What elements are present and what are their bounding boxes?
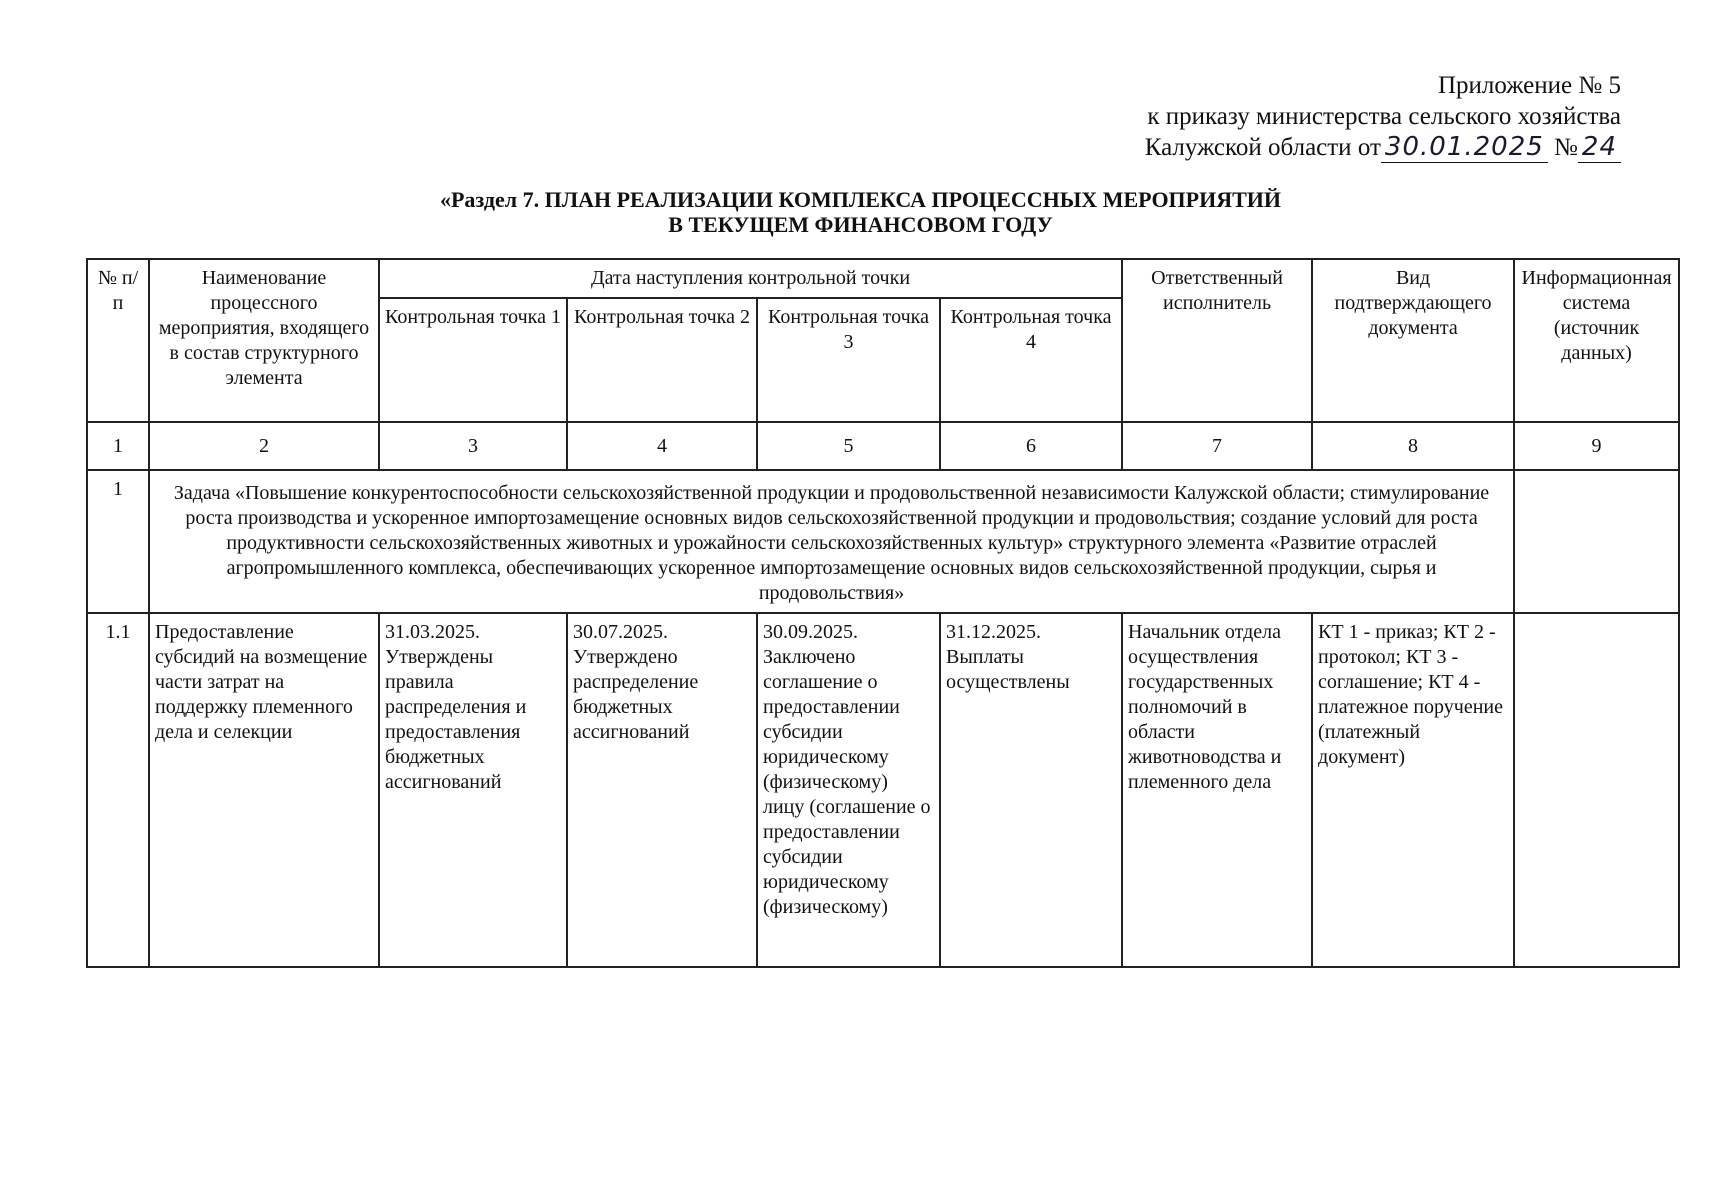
header-kt2: Контрольная точка 2 — [567, 298, 757, 422]
column-number: 7 — [1122, 422, 1312, 470]
column-number-row — [87, 422, 1679, 470]
column-number: 1 — [87, 422, 149, 470]
column-number: 2 — [149, 422, 379, 470]
order-date-line — [1145, 132, 1621, 163]
header-row-1 — [87, 259, 1679, 298]
section-title-line-1: «Раздел 7. ПЛАН РЕАЛИЗАЦИИ КОМПЛЕКСА ПРОЦЕССНЫХ МЕРОПРИЯТИЙ — [439, 187, 1282, 212]
column-number: 5 — [757, 422, 940, 470]
task-row — [87, 470, 1679, 613]
row-kt1: 31.03.2025. Утверждены правила распределения и предоставления бюджетных ассигнований — [379, 613, 567, 967]
section-title-line-2: В ТЕКУЩЕМ ФИНАНСОВОМ ГОДУ — [668, 212, 1053, 237]
table-row — [87, 613, 1679, 967]
task-row-empty-cell — [1514, 470, 1679, 613]
column-number: 3 — [379, 422, 567, 470]
row-kt2: 30.07.2025. Утверждено распределение бюджетных ассигнований — [567, 613, 757, 967]
row-info-system — [1514, 613, 1679, 967]
task-row-num: 1 — [87, 470, 149, 613]
header-date-group: Дата наступления контрольной точки — [379, 259, 1122, 298]
appendix-header — [1145, 70, 1621, 163]
header-kt4: Контрольная точка 4 — [940, 298, 1122, 422]
header-responsible: Ответственный исполнитель — [1122, 259, 1312, 422]
order-reference: к приказу министерства сельского хозяйства — [1147, 103, 1621, 130]
row-kt3: 30.09.2025. Заключено соглашение о предоставлении субсидии юридическому (физическому) лицу (соглашение о предоставлении субсидии юридическому (физическому) — [757, 613, 940, 967]
header-num: № п/п — [87, 259, 149, 422]
column-number: 4 — [567, 422, 757, 470]
implementation-plan-table — [86, 258, 1680, 968]
appendix-number: Приложение № 5 — [1437, 72, 1621, 99]
row-responsible: Начальник отдела осуществления государственных полномочий в области животноводства и племенного дела — [1122, 613, 1312, 967]
column-number: 9 — [1514, 422, 1679, 470]
header-kt3: Контрольная точка 3 — [757, 298, 940, 422]
number-sign: № — [1554, 134, 1578, 161]
header-info-system: Информационная система (источник данных) — [1514, 259, 1679, 422]
header-doc-type: Вид подтверждающего документа — [1312, 259, 1514, 422]
row-num: 1.1 — [87, 613, 149, 967]
column-number: 8 — [1312, 422, 1514, 470]
row-event-name: Предоставление субсидий на возмещение части затрат на поддержку племенного дела и селекции — [149, 613, 379, 967]
order-region-prefix: Калужской области от — [1144, 134, 1381, 161]
task-description: Задача «Повышение конкурентоспособности сельскохозяйственной продукции и продовольственной независимости Калужской области; стимулирование роста производства и ускоренное импортозамещение основных видов сельскохозяйственной продукции и продовольствия; создание условий для роста продуктивности сельскохозяйственных животных и урожайности сельскохозяйственных культур» структурного элемента «Развитие отраслей агропромышленного комплекса, обеспечивающих ускоренное импортозамещение основных видов сельскохозяйственной продукции, сырья и продовольствия» — [149, 470, 1514, 613]
handwritten-date: 30.01.2025 — [1381, 132, 1548, 163]
column-number: 6 — [940, 422, 1122, 470]
row-kt4: 31.12.2025. Выплаты осуществлены — [940, 613, 1122, 967]
section-title — [0, 187, 1721, 237]
header-event-name: Наименование процессного мероприятия, входящего в состав структурного элемента — [149, 259, 379, 422]
row-doc-type: КТ 1 - приказ; КТ 2 - протокол; КТ 3 - соглашение; КТ 4 - платежное поручение (платежный документ) — [1312, 613, 1514, 967]
header-kt1: Контрольная точка 1 — [379, 298, 567, 422]
handwritten-number: 24 — [1578, 132, 1621, 163]
